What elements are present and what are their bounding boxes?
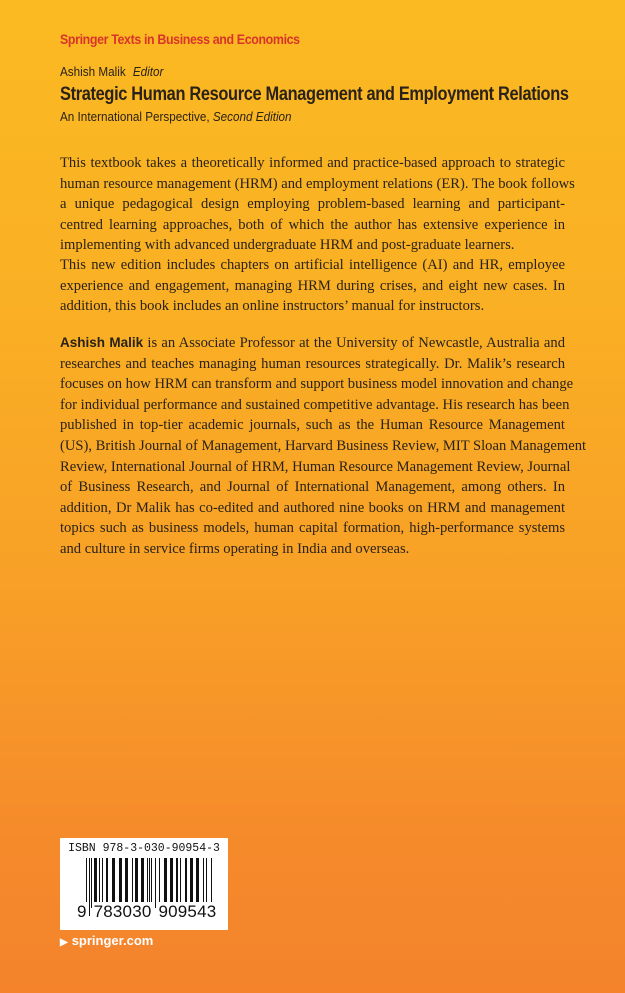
website-label: springer.com — [71, 933, 154, 948]
barcode-bar — [185, 858, 187, 908]
barcode-bar — [176, 858, 178, 908]
text-line: addition, Dr Malik has co-edited and authored nine books on HRM and management — [60, 499, 565, 516]
text-line — [60, 333, 565, 354]
text-line: published in top-tier academic journals, such as the Human Resource Management — [60, 417, 565, 434]
text-line: of Business Research, and Journal of International Management, among others. In — [60, 479, 565, 496]
isbn-barcode — [60, 838, 228, 930]
barcode-bar — [206, 858, 207, 908]
barcode-bar — [125, 858, 128, 908]
barcode-bar — [203, 858, 204, 908]
text-fragment: is an Associate Professor at the University of Newcastle, Australia and — [143, 335, 565, 351]
barcode-bar — [102, 858, 103, 908]
barcode-digits — [76, 902, 217, 922]
text-line: (US), British Journal of Management, Harvard Business Review, MIT Sloan Management — [60, 437, 587, 454]
text-line: addition, this book includes an online instructors’ manual for instructors. — [60, 298, 485, 315]
text-line: Review, International Journal of HRM, Human Resource Management Review, Journal — [60, 458, 571, 475]
barcode-bar — [159, 858, 160, 908]
barcode-bar — [190, 858, 193, 908]
barcode-bar — [147, 858, 148, 908]
description-paragraph-1 — [60, 153, 575, 256]
editor-line — [60, 64, 163, 79]
editor-role: Editor — [132, 64, 164, 79]
barcode-bar — [196, 858, 199, 908]
barcode-bar — [180, 858, 181, 908]
text-line: implementing with advanced undergraduate HRM and post-graduate learners. — [60, 237, 515, 254]
barcode-prefix: 9 — [77, 902, 87, 921]
text-line: and culture in service firms operating in India and overseas. — [60, 540, 410, 557]
text-line: human resource management (HRM) and employment relations (ER). The book follows — [60, 175, 575, 192]
text-line: This new edition includes chapters on artificial intelligence (AI) and HR, employee — [60, 257, 565, 273]
website-link[interactable] — [60, 933, 153, 948]
barcode-bar — [164, 858, 167, 908]
subtitle-text: An International Perspective, — [60, 109, 210, 124]
text-line: for individual performance and sustained competitive advantage. His research has been — [60, 396, 570, 413]
barcode-bar — [112, 858, 115, 908]
barcode-group-2: 909543 — [158, 902, 217, 921]
barcode-bar — [155, 858, 156, 908]
text-line: researches and teaches managing human resources strategically. Dr. Malik’s research — [60, 355, 565, 372]
barcode-bar — [99, 858, 100, 908]
editor-name: Ashish Malik — [60, 64, 126, 79]
barcode-bar — [94, 858, 97, 908]
text-line: a unique pedagogical design employing problem-based learning and participant- — [60, 196, 565, 213]
text-line: topics such as business models, human capital formation, high-performance systems — [60, 520, 565, 537]
author-bio-paragraph — [60, 333, 587, 560]
isbn-text: ISBN 978-3-030-90954-3 — [68, 842, 220, 855]
barcode-bar — [119, 858, 122, 908]
series-name: Springer Texts in Business and Economics — [60, 32, 300, 47]
description-paragraph-2 — [60, 255, 565, 317]
barcode-bar — [91, 858, 92, 908]
text-line: This textbook takes a theoretically informed and practice-based approach to strategic — [60, 155, 565, 171]
barcode-bar — [132, 858, 133, 908]
text-line: focuses on how HRM can transform and support business model innovation and change — [60, 376, 574, 393]
barcode-bar — [106, 858, 108, 908]
edition-text: Second Edition — [212, 109, 292, 124]
author-name: Ashish Malik — [60, 335, 144, 350]
book-subtitle — [60, 109, 292, 124]
text-line: experience and engagement, managing HRM during crises, and eight new cases. In — [60, 277, 565, 294]
barcode-bar — [135, 858, 138, 908]
barcode-bar — [170, 858, 173, 908]
text-line: centred learning approaches, both of which the author has extensive experience in — [60, 216, 565, 233]
barcode-bar — [141, 858, 144, 908]
book-title: Strategic Human Resource Management and Employment Relations — [60, 83, 569, 105]
barcode-group-1: 783030 — [93, 902, 152, 921]
triangle-right-icon: ▶ — [60, 937, 68, 948]
